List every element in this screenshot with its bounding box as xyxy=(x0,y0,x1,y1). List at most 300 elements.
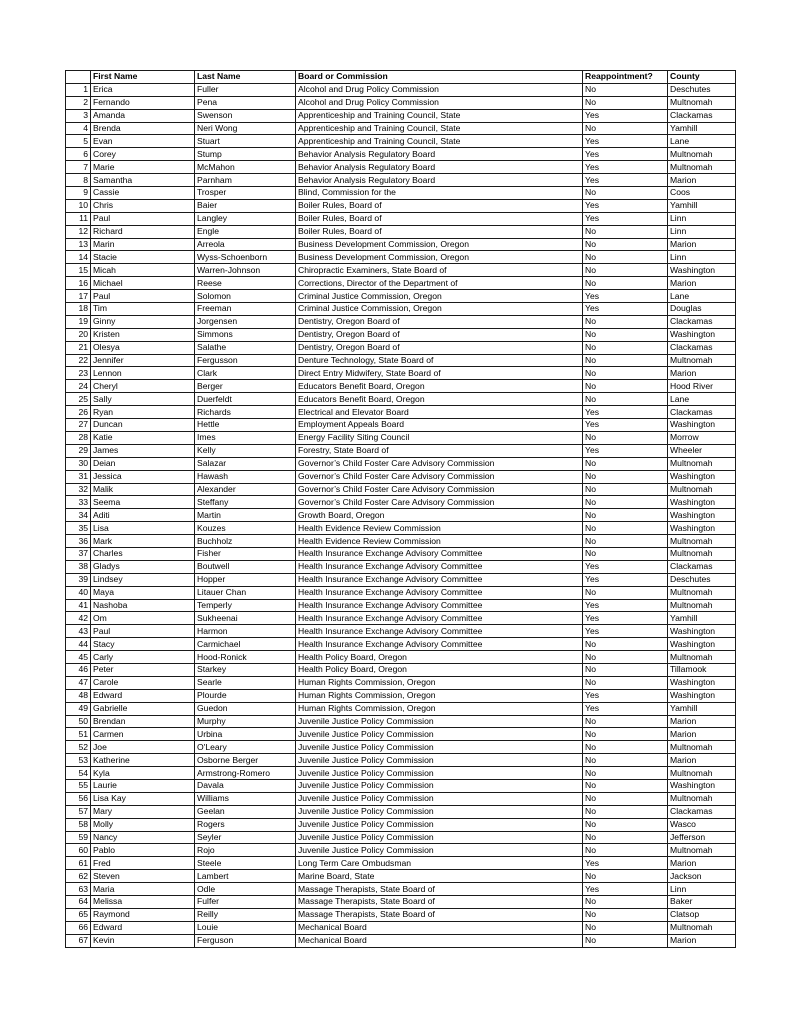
county-cell: Marion xyxy=(668,238,736,251)
row-number-cell: 20 xyxy=(66,328,91,341)
table-row xyxy=(66,857,736,870)
reappointment-cell: No xyxy=(583,535,668,548)
row-number-cell: 18 xyxy=(66,303,91,316)
first-name-cell: Carmen xyxy=(91,728,195,741)
table-row xyxy=(66,560,736,573)
table-row xyxy=(66,547,736,560)
row-number-cell: 31 xyxy=(66,470,91,483)
first-name-cell: Katherine xyxy=(91,754,195,767)
board-cell: Governor’s Child Foster Care Advisory Commission xyxy=(296,470,583,483)
first-name-cell: Cheryl xyxy=(91,380,195,393)
last-name-cell: Reese xyxy=(195,277,296,290)
row-number-cell: 44 xyxy=(66,638,91,651)
first-name-cell: Tim xyxy=(91,303,195,316)
table-row xyxy=(66,651,736,664)
board-cell: Boiler Rules, Board of xyxy=(296,212,583,225)
reappointment-cell: Yes xyxy=(583,560,668,573)
first-name-cell: Aditi xyxy=(91,509,195,522)
board-cell: Juvenile Justice Policy Commission xyxy=(296,792,583,805)
county-cell: Multnomah xyxy=(668,586,736,599)
row-number-cell: 30 xyxy=(66,457,91,470)
first-name-cell: Mary xyxy=(91,805,195,818)
first-name-cell: Micah xyxy=(91,264,195,277)
table-row xyxy=(66,380,736,393)
county-cell: Marion xyxy=(668,367,736,380)
first-name-cell: Pablo xyxy=(91,844,195,857)
reappointment-cell: No xyxy=(583,509,668,522)
table-row xyxy=(66,509,736,522)
table-row xyxy=(66,921,736,934)
last-name-cell: Imes xyxy=(195,431,296,444)
reappointment-cell: Yes xyxy=(583,135,668,148)
board-cell: Employment Appeals Board xyxy=(296,419,583,432)
reappointment-cell: Yes xyxy=(583,303,668,316)
board-cell: Boiler Rules, Board of xyxy=(296,225,583,238)
row-number-cell: 12 xyxy=(66,225,91,238)
first-name-cell: Lisa Kay xyxy=(91,792,195,805)
reappointment-cell: No xyxy=(583,367,668,380)
last-name-cell: Fergusson xyxy=(195,354,296,367)
row-number-cell: 60 xyxy=(66,844,91,857)
table-row xyxy=(66,187,736,200)
board-cell: Educators Benefit Board, Oregon xyxy=(296,393,583,406)
last-name-cell: Alexander xyxy=(195,483,296,496)
last-name-cell: Kouzes xyxy=(195,522,296,535)
last-name-cell: Lambert xyxy=(195,870,296,883)
row-number-cell: 55 xyxy=(66,779,91,792)
row-number-cell: 43 xyxy=(66,625,91,638)
table-row xyxy=(66,663,736,676)
board-cell: Alcohol and Drug Policy Commission xyxy=(296,96,583,109)
table-row xyxy=(66,625,736,638)
reappointment-cell: No xyxy=(583,264,668,277)
first-name-cell: Mark xyxy=(91,535,195,548)
county-cell: Linn xyxy=(668,212,736,225)
table-row xyxy=(66,535,736,548)
last-name-cell: Wyss-Schoenborn xyxy=(195,251,296,264)
first-name-cell: Amanda xyxy=(91,109,195,122)
last-name-cell: Williams xyxy=(195,792,296,805)
county-cell: Multnomah xyxy=(668,535,736,548)
board-cell: Health Insurance Exchange Advisory Committee xyxy=(296,612,583,625)
county-cell: Multnomah xyxy=(668,844,736,857)
county-cell: Douglas xyxy=(668,303,736,316)
table-row xyxy=(66,315,736,328)
row-number-cell: 33 xyxy=(66,496,91,509)
table-row xyxy=(66,135,736,148)
county-cell: Washington xyxy=(668,470,736,483)
first-name-cell: Richard xyxy=(91,225,195,238)
table-row xyxy=(66,612,736,625)
reappointment-cell: Yes xyxy=(583,290,668,303)
first-name-cell: Molly xyxy=(91,818,195,831)
row-number-cell: 67 xyxy=(66,934,91,947)
last-name-cell: Rogers xyxy=(195,818,296,831)
table-row xyxy=(66,870,736,883)
table-row xyxy=(66,767,736,780)
reappointment-cell: Yes xyxy=(583,174,668,187)
row-number-cell: 2 xyxy=(66,96,91,109)
table-row xyxy=(66,483,736,496)
row-number-cell: 25 xyxy=(66,393,91,406)
table-row xyxy=(66,715,736,728)
county-cell: Multnomah xyxy=(668,148,736,161)
board-cell: Behavior Analysis Regulatory Board xyxy=(296,174,583,187)
county-cell: Clackamas xyxy=(668,109,736,122)
county-cell: Clackamas xyxy=(668,315,736,328)
first-name-cell: Om xyxy=(91,612,195,625)
county-cell: Yamhill xyxy=(668,702,736,715)
row-number-cell: 61 xyxy=(66,857,91,870)
board-cell: Chiropractic Examiners, State Board of xyxy=(296,264,583,277)
first-name-cell: Melissa xyxy=(91,896,195,909)
reappointment-cell: No xyxy=(583,522,668,535)
row-number-cell: 6 xyxy=(66,148,91,161)
reappointment-cell: Yes xyxy=(583,161,668,174)
reappointment-cell: No xyxy=(583,315,668,328)
first-name-cell: Ryan xyxy=(91,406,195,419)
reappointment-cell: Yes xyxy=(583,689,668,702)
board-cell: Denture Technology, State Board of xyxy=(296,354,583,367)
board-cell: Human Rights Commission, Oregon xyxy=(296,702,583,715)
county-cell: Washington xyxy=(668,328,736,341)
last-name-cell: Odle xyxy=(195,883,296,896)
board-cell: Governor’s Child Foster Care Advisory Commission xyxy=(296,457,583,470)
county-cell: Wheeler xyxy=(668,444,736,457)
reappointment-cell: Yes xyxy=(583,625,668,638)
reappointment-cell: No xyxy=(583,238,668,251)
board-cell: Health Insurance Exchange Advisory Committee xyxy=(296,625,583,638)
reappointment-cell: No xyxy=(583,779,668,792)
last-name-cell: Fisher xyxy=(195,547,296,560)
first-name-cell: Paul xyxy=(91,290,195,303)
county-cell: Clackamas xyxy=(668,560,736,573)
last-name-cell: Harmon xyxy=(195,625,296,638)
board-cell: Energy Facility Siting Council xyxy=(296,431,583,444)
county-cell: Deschutes xyxy=(668,83,736,96)
first-name-cell: Gladys xyxy=(91,560,195,573)
board-cell: Dentistry, Oregon Board of xyxy=(296,328,583,341)
reappointment-cell: Yes xyxy=(583,599,668,612)
county-cell: Yamhill xyxy=(668,612,736,625)
board-cell: Juvenile Justice Policy Commission xyxy=(296,715,583,728)
reappointment-cell: Yes xyxy=(583,212,668,225)
county-cell: Multnomah xyxy=(668,96,736,109)
row-number-cell: 66 xyxy=(66,921,91,934)
reappointment-cell: Yes xyxy=(583,406,668,419)
board-cell: Growth Board, Oregon xyxy=(296,509,583,522)
first-name-cell: Stacie xyxy=(91,251,195,264)
first-name-cell: Brenda xyxy=(91,122,195,135)
row-number-cell: 8 xyxy=(66,174,91,187)
first-name-cell: Evan xyxy=(91,135,195,148)
row-number-cell: 50 xyxy=(66,715,91,728)
first-name-cell: Jennifer xyxy=(91,354,195,367)
county-cell: Linn xyxy=(668,883,736,896)
county-cell: Multnomah xyxy=(668,161,736,174)
reappointment-cell: Yes xyxy=(583,444,668,457)
first-name-cell: Duncan xyxy=(91,419,195,432)
table-row xyxy=(66,109,736,122)
board-cell: Health Evidence Review Commission xyxy=(296,522,583,535)
table-row xyxy=(66,367,736,380)
last-name-cell: Jorgensen xyxy=(195,315,296,328)
board-cell: Behavior Analysis Regulatory Board xyxy=(296,161,583,174)
board-cell: Electrical and Elevator Board xyxy=(296,406,583,419)
first-name-cell: Lennon xyxy=(91,367,195,380)
first-name-cell: Nancy xyxy=(91,831,195,844)
last-name-cell: Steele xyxy=(195,857,296,870)
reappointment-cell: No xyxy=(583,741,668,754)
last-name-cell: Fulfer xyxy=(195,896,296,909)
first-name-cell: Fred xyxy=(91,857,195,870)
reappointment-cell: Yes xyxy=(583,148,668,161)
row-number-cell: 5 xyxy=(66,135,91,148)
board-cell: Apprenticeship and Training Council, State xyxy=(296,122,583,135)
last-name-cell: Osborne Berger xyxy=(195,754,296,767)
reappointment-cell: No xyxy=(583,651,668,664)
last-name-cell: Richards xyxy=(195,406,296,419)
first-name-cell: Kevin xyxy=(91,934,195,947)
reappointment-cell: No xyxy=(583,187,668,200)
reappointment-cell: No xyxy=(583,457,668,470)
board-cell: Alcohol and Drug Policy Commission xyxy=(296,83,583,96)
last-name-cell: Trosper xyxy=(195,187,296,200)
row-number-cell: 4 xyxy=(66,122,91,135)
first-name-cell: Lindsey xyxy=(91,573,195,586)
board-cell: Health Policy Board, Oregon xyxy=(296,651,583,664)
header-county: County xyxy=(668,71,736,84)
board-cell: Human Rights Commission, Oregon xyxy=(296,689,583,702)
county-cell: Multnomah xyxy=(668,741,736,754)
table-row xyxy=(66,908,736,921)
row-number-cell: 14 xyxy=(66,251,91,264)
board-cell: Marine Board, State xyxy=(296,870,583,883)
reappointment-cell: No xyxy=(583,496,668,509)
board-cell: Apprenticeship and Training Council, State xyxy=(296,135,583,148)
county-cell: Tillamook xyxy=(668,663,736,676)
last-name-cell: Warren-Johnson xyxy=(195,264,296,277)
header-row-number xyxy=(66,71,91,84)
last-name-cell: Ferguson xyxy=(195,934,296,947)
last-name-cell: Simmons xyxy=(195,328,296,341)
reappointment-cell: No xyxy=(583,251,668,264)
reappointment-cell: No xyxy=(583,805,668,818)
row-number-cell: 32 xyxy=(66,483,91,496)
reappointment-cell: Yes xyxy=(583,419,668,432)
last-name-cell: O'Leary xyxy=(195,741,296,754)
last-name-cell: Kelly xyxy=(195,444,296,457)
table-row xyxy=(66,741,736,754)
last-name-cell: Fuller xyxy=(195,83,296,96)
header-board-or-commission: Board or Commission xyxy=(296,71,583,84)
county-cell: Coos xyxy=(668,187,736,200)
reappointment-cell: No xyxy=(583,663,668,676)
reappointment-cell: No xyxy=(583,844,668,857)
county-cell: Washington xyxy=(668,522,736,535)
board-cell: Health Evidence Review Commission xyxy=(296,535,583,548)
first-name-cell: Jessica xyxy=(91,470,195,483)
row-number-cell: 46 xyxy=(66,663,91,676)
row-number-cell: 27 xyxy=(66,419,91,432)
row-number-cell: 64 xyxy=(66,896,91,909)
reappointment-cell: No xyxy=(583,638,668,651)
table-row xyxy=(66,199,736,212)
row-number-cell: 38 xyxy=(66,560,91,573)
table-row xyxy=(66,805,736,818)
first-name-cell: Marin xyxy=(91,238,195,251)
row-number-cell: 59 xyxy=(66,831,91,844)
first-name-cell: James xyxy=(91,444,195,457)
table-row xyxy=(66,96,736,109)
board-cell: Juvenile Justice Policy Commission xyxy=(296,805,583,818)
last-name-cell: Salathe xyxy=(195,341,296,354)
first-name-cell: Kristen xyxy=(91,328,195,341)
first-name-cell: Sally xyxy=(91,393,195,406)
board-cell: Health Insurance Exchange Advisory Committee xyxy=(296,599,583,612)
last-name-cell: Urbina xyxy=(195,728,296,741)
last-name-cell: Salazar xyxy=(195,457,296,470)
board-cell: Governor’s Child Foster Care Advisory Commission xyxy=(296,496,583,509)
county-cell: Multnomah xyxy=(668,651,736,664)
board-cell: Educators Benefit Board, Oregon xyxy=(296,380,583,393)
first-name-cell: Edward xyxy=(91,689,195,702)
board-cell: Health Insurance Exchange Advisory Committee xyxy=(296,586,583,599)
reappointment-cell: No xyxy=(583,547,668,560)
row-number-cell: 19 xyxy=(66,315,91,328)
row-number-cell: 62 xyxy=(66,870,91,883)
header-reappointment: Reappointment? xyxy=(583,71,668,84)
table-row xyxy=(66,419,736,432)
table-row xyxy=(66,702,736,715)
row-number-cell: 24 xyxy=(66,380,91,393)
table-row xyxy=(66,393,736,406)
reappointment-cell: No xyxy=(583,870,668,883)
board-cell: Juvenile Justice Policy Commission xyxy=(296,779,583,792)
board-cell: Dentistry, Oregon Board of xyxy=(296,341,583,354)
county-cell: Deschutes xyxy=(668,573,736,586)
last-name-cell: McMahon xyxy=(195,161,296,174)
board-cell: Boiler Rules, Board of xyxy=(296,199,583,212)
table-row xyxy=(66,212,736,225)
table-row xyxy=(66,83,736,96)
first-name-cell: Carly xyxy=(91,651,195,664)
last-name-cell: Davala xyxy=(195,779,296,792)
row-number-cell: 13 xyxy=(66,238,91,251)
last-name-cell: Buchholz xyxy=(195,535,296,548)
board-cell: Criminal Justice Commission, Oregon xyxy=(296,290,583,303)
table-row xyxy=(66,689,736,702)
first-name-cell: Cassie xyxy=(91,187,195,200)
county-cell: Lane xyxy=(668,135,736,148)
last-name-cell: Clark xyxy=(195,367,296,380)
row-number-cell: 34 xyxy=(66,509,91,522)
reappointment-cell: No xyxy=(583,122,668,135)
table-row xyxy=(66,883,736,896)
table-row xyxy=(66,844,736,857)
reappointment-cell: Yes xyxy=(583,573,668,586)
county-cell: Wasco xyxy=(668,818,736,831)
county-cell: Clackamas xyxy=(668,341,736,354)
first-name-cell: Katie xyxy=(91,431,195,444)
board-cell: Health Insurance Exchange Advisory Committee xyxy=(296,573,583,586)
county-cell: Washington xyxy=(668,496,736,509)
reappointment-cell: No xyxy=(583,767,668,780)
row-number-cell: 37 xyxy=(66,547,91,560)
table-row xyxy=(66,470,736,483)
county-cell: Multnomah xyxy=(668,921,736,934)
reappointment-cell: No xyxy=(583,715,668,728)
board-cell: Juvenile Justice Policy Commission xyxy=(296,844,583,857)
county-cell: Marion xyxy=(668,934,736,947)
first-name-cell: Seema xyxy=(91,496,195,509)
row-number-cell: 16 xyxy=(66,277,91,290)
reappointment-cell: No xyxy=(583,586,668,599)
last-name-cell: Parnham xyxy=(195,174,296,187)
table-row xyxy=(66,328,736,341)
first-name-cell: Stacy xyxy=(91,638,195,651)
last-name-cell: Louie xyxy=(195,921,296,934)
board-cell: Governor’s Child Foster Care Advisory Commission xyxy=(296,483,583,496)
county-cell: Marion xyxy=(668,728,736,741)
county-cell: Clatsop xyxy=(668,908,736,921)
row-number-cell: 28 xyxy=(66,431,91,444)
row-number-cell: 40 xyxy=(66,586,91,599)
last-name-cell: Starkey xyxy=(195,663,296,676)
first-name-cell: Peter xyxy=(91,663,195,676)
row-number-cell: 17 xyxy=(66,290,91,303)
county-cell: Marion xyxy=(668,715,736,728)
row-number-cell: 42 xyxy=(66,612,91,625)
last-name-cell: Berger xyxy=(195,380,296,393)
reappointment-cell: No xyxy=(583,896,668,909)
county-cell: Washington xyxy=(668,419,736,432)
reappointment-cell: No xyxy=(583,908,668,921)
row-number-cell: 11 xyxy=(66,212,91,225)
row-number-cell: 26 xyxy=(66,406,91,419)
last-name-cell: Duerfeldt xyxy=(195,393,296,406)
county-cell: Clackamas xyxy=(668,406,736,419)
board-cell: Juvenile Justice Policy Commission xyxy=(296,767,583,780)
table-row xyxy=(66,831,736,844)
board-cell: Corrections, Director of the Department of xyxy=(296,277,583,290)
table-row xyxy=(66,251,736,264)
board-cell: Health Insurance Exchange Advisory Committee xyxy=(296,638,583,651)
table-row xyxy=(66,431,736,444)
county-cell: Multnomah xyxy=(668,599,736,612)
board-cell: Juvenile Justice Policy Commission xyxy=(296,831,583,844)
county-cell: Yamhill xyxy=(668,122,736,135)
table-row xyxy=(66,277,736,290)
last-name-cell: Sukheenai xyxy=(195,612,296,625)
last-name-cell: Murphy xyxy=(195,715,296,728)
board-cell: Juvenile Justice Policy Commission xyxy=(296,818,583,831)
board-cell: Behavior Analysis Regulatory Board xyxy=(296,148,583,161)
last-name-cell: Langley xyxy=(195,212,296,225)
county-cell: Washington xyxy=(668,676,736,689)
row-number-cell: 22 xyxy=(66,354,91,367)
first-name-cell: Malik xyxy=(91,483,195,496)
county-cell: Washington xyxy=(668,509,736,522)
reappointment-cell: Yes xyxy=(583,857,668,870)
table-row xyxy=(66,457,736,470)
row-number-cell: 35 xyxy=(66,522,91,535)
first-name-cell: Paul xyxy=(91,625,195,638)
board-cell: Juvenile Justice Policy Commission xyxy=(296,728,583,741)
county-cell: Lane xyxy=(668,393,736,406)
table-row xyxy=(66,586,736,599)
table-row xyxy=(66,779,736,792)
